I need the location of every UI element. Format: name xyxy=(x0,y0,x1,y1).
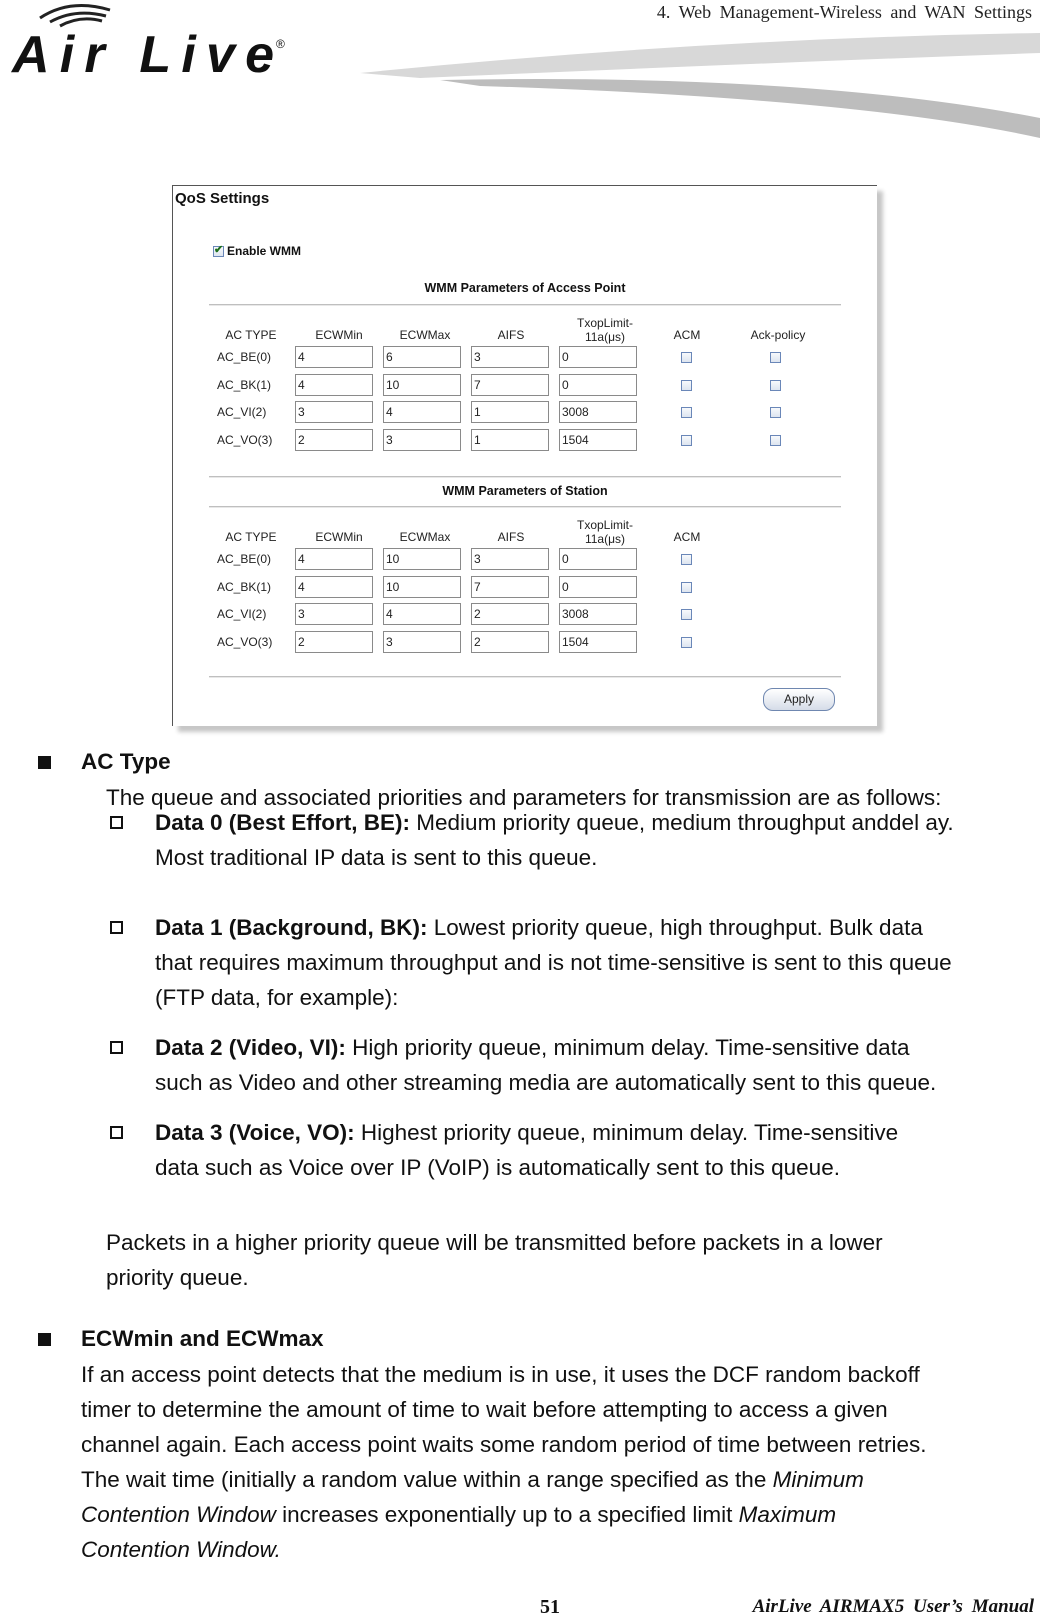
svg-text:Air Live: Air Live xyxy=(12,26,274,80)
ecwmin-input[interactable]: 4 xyxy=(295,374,373,396)
ac-type-item: Data 0 (Best Effort, BE): Medium priority queue, medium throughput anddel ay. Most traditional IP data is sent to this queue. xyxy=(155,810,954,870)
qos-settings-panel xyxy=(172,185,877,726)
txop-input[interactable]: 0 xyxy=(559,548,637,570)
txop-input[interactable]: 1504 xyxy=(559,429,637,451)
ecw-heading: ECWmin and ECWmax xyxy=(81,1326,324,1351)
txop-input[interactable]: 1504 xyxy=(559,631,637,653)
ac-type-label: AC_BK(1) xyxy=(217,377,272,392)
column-header: AIFS xyxy=(497,328,525,342)
ecwmin-input[interactable]: 4 xyxy=(295,548,373,570)
bullet-icon xyxy=(38,1333,51,1346)
acm-checkbox[interactable] xyxy=(681,609,692,620)
ac-type-item: Data 2 (Video, VI): High priority queue, minimum delay. Time-sensitive data such as Video and other streaming media are automatically sent to this queue. xyxy=(155,1035,937,1095)
txop-input[interactable]: 3008 xyxy=(559,603,637,625)
ac-type-label: AC_VI(2) xyxy=(217,405,267,419)
column-header: ECWMin xyxy=(315,530,363,544)
divider xyxy=(209,304,841,306)
column-header: AC TYPE xyxy=(225,328,277,342)
column-header: ECWMin xyxy=(315,328,363,342)
ecwmin-input[interactable]: 2 xyxy=(295,631,373,653)
acm-checkbox[interactable] xyxy=(681,435,692,446)
txop-input[interactable]: 0 xyxy=(559,576,637,598)
ack-policy-checkbox[interactable] xyxy=(770,380,781,391)
ac-type-label: AC_VO(3) xyxy=(217,432,273,447)
page-number: 51 xyxy=(540,1596,560,1618)
divider xyxy=(209,476,841,478)
ap-section-title: WMM Parameters of Access Point xyxy=(424,281,626,295)
txop-input[interactable]: 0 xyxy=(559,374,637,396)
checkbox-bullet-icon xyxy=(110,1041,123,1054)
ac-type-item: Data 1 (Background, BK): Lowest priority queue, high throughput. Bulk data that requires maximum throughput and is not time-sensitive is sent to this queue (FTP data, for example): xyxy=(155,915,952,1010)
aifs-input[interactable]: 2 xyxy=(471,631,549,653)
acm-checkbox[interactable] xyxy=(681,637,692,648)
apply-button[interactable]: Apply xyxy=(763,688,835,711)
aifs-input[interactable]: 7 xyxy=(471,576,549,598)
ac-type-label: AC_BE(0) xyxy=(217,552,272,566)
ac-type-label: AC_BE(0) xyxy=(217,350,272,364)
column-header: TxopLimit- 11a(μs) xyxy=(576,518,633,546)
checkbox-bullet-icon xyxy=(110,816,123,829)
column-header: TxopLimit- 11a(μs) xyxy=(576,316,633,344)
aifs-input[interactable]: 1 xyxy=(471,429,549,451)
ecwmax-input[interactable]: 3 xyxy=(383,631,461,653)
ecwmin-input[interactable]: 4 xyxy=(295,346,373,368)
ecwmax-input[interactable]: 10 xyxy=(383,576,461,598)
chapter-title: 4. Web Management-Wireless and WAN Settings xyxy=(656,2,1032,22)
enable-wmm-label: Enable WMM xyxy=(227,244,301,258)
divider xyxy=(209,506,841,508)
svg-text:®: ® xyxy=(276,37,285,51)
checkbox-bullet-icon xyxy=(110,921,123,934)
station-section-title: WMM Parameters of Station xyxy=(442,484,608,498)
acm-checkbox[interactable] xyxy=(681,407,692,418)
qos-title: QoS Settings xyxy=(175,190,270,207)
ecwmin-input[interactable]: 3 xyxy=(295,401,373,423)
ac-type-heading: AC Type xyxy=(81,749,171,774)
acm-checkbox[interactable] xyxy=(681,352,692,363)
ecw-paragraph: If an access point detects that the medium is in use, it uses the DCF random backoff timer to determine the amount of time to wait before attempting to access a given channel again. Each access point waits some random period of time between retries. The wait time (initially a random value within a range specified as the Minimum Contention Window increases exponentially up to a specified limit Maximum Contention Window. xyxy=(81,1362,927,1562)
ack-policy-checkbox[interactable] xyxy=(770,407,781,418)
column-header: ECWMax xyxy=(399,530,451,544)
aifs-input[interactable]: 2 xyxy=(471,603,549,625)
column-header: AIFS xyxy=(497,530,525,544)
header-swoosh-graphic xyxy=(360,28,1040,148)
column-header: ECWMax xyxy=(399,328,451,342)
aifs-input[interactable]: 3 xyxy=(471,548,549,570)
airlive-logo xyxy=(10,0,290,80)
ecwmax-input[interactable]: 3 xyxy=(383,429,461,451)
ecwmin-input[interactable]: 2 xyxy=(295,429,373,451)
manual-title: AirLive AIRMAX5 User’s Manual xyxy=(752,1596,1034,1617)
ac-type-intro: The queue and associated priorities and parameters for transmission are as follows: xyxy=(106,785,942,810)
enable-wmm-checkbox[interactable] xyxy=(213,246,224,257)
packets-paragraph: Packets in a higher priority queue will be transmitted before packets in a lower priority queue. xyxy=(106,1230,883,1290)
ecwmax-input[interactable]: 4 xyxy=(383,603,461,625)
acm-checkbox[interactable] xyxy=(681,554,692,565)
ack-policy-checkbox[interactable] xyxy=(770,352,781,363)
column-header: AC TYPE xyxy=(225,530,277,544)
column-header: Ack-policy xyxy=(750,328,806,342)
txop-input[interactable]: 0 xyxy=(559,346,637,368)
aifs-input[interactable]: 3 xyxy=(471,346,549,368)
checkbox-bullet-icon xyxy=(110,1126,123,1139)
ecwmax-input[interactable]: 10 xyxy=(383,374,461,396)
aifs-input[interactable]: 1 xyxy=(471,401,549,423)
column-header: ACM xyxy=(673,530,701,544)
ecwmax-input[interactable]: 4 xyxy=(383,401,461,423)
ac-type-item: Data 3 (Voice, VO): Highest priority queue, minimum delay. Time-sensitive data such as Voice over IP (VoIP) is automatically sent to this queue. xyxy=(155,1120,899,1180)
enable-wmm-option[interactable] xyxy=(213,244,301,258)
ac-type-label: AC_VI(2) xyxy=(217,607,267,621)
bullet-icon xyxy=(38,756,51,769)
acm-checkbox[interactable] xyxy=(681,582,692,593)
ecwmin-input[interactable]: 3 xyxy=(295,603,373,625)
aifs-input[interactable]: 7 xyxy=(471,374,549,396)
ecwmin-input[interactable]: 4 xyxy=(295,576,373,598)
txop-input[interactable]: 3008 xyxy=(559,401,637,423)
ac-type-label: AC_BK(1) xyxy=(217,579,272,594)
ecwmax-input[interactable]: 6 xyxy=(383,346,461,368)
ac-type-label: AC_VO(3) xyxy=(217,634,273,649)
ecwmax-input[interactable]: 10 xyxy=(383,548,461,570)
divider xyxy=(209,676,841,678)
column-header: ACM xyxy=(673,328,701,342)
acm-checkbox[interactable] xyxy=(681,380,692,391)
ack-policy-checkbox[interactable] xyxy=(770,435,781,446)
